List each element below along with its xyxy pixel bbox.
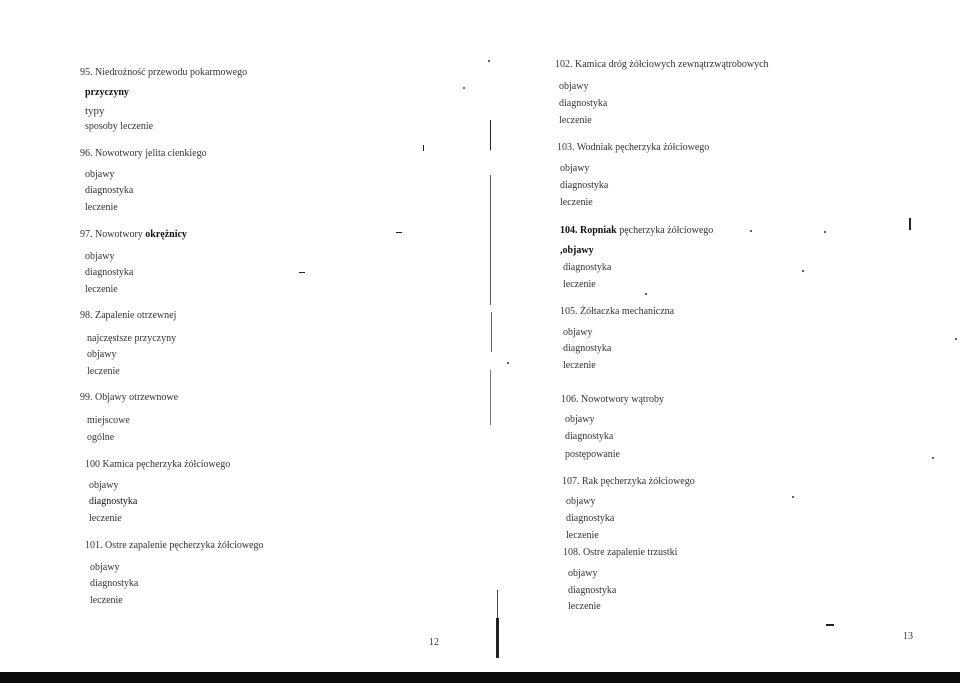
section-95-item: przyczyny xyxy=(85,87,129,98)
section-101-item: diagnostyka xyxy=(90,578,139,589)
section-104-item: diagnostyka xyxy=(563,262,612,273)
gutter-mark xyxy=(497,590,498,620)
section-96-title: 96. Nowotwory jelita cienkiego xyxy=(80,148,207,159)
section-104-item: ,objawy xyxy=(560,245,594,256)
section-100-item: leczenie xyxy=(89,513,122,524)
gutter-mark xyxy=(490,370,491,425)
gutter-mark xyxy=(496,618,499,658)
section-98-title: 98. Zapalenie otrzewnej xyxy=(80,310,177,321)
section-108-title: 108. Ostre zapalenie trzustki xyxy=(563,547,678,558)
section-101-title: 101. Ostre zapalenie pęcherzyka żółciowego xyxy=(85,540,264,551)
gutter-mark xyxy=(490,120,491,150)
section-100-title: 100 Kamica pęcherzyka żółciowego xyxy=(85,459,231,470)
page-number-right: 13 xyxy=(903,631,913,642)
section-96-item: objawy xyxy=(85,169,115,180)
stray-mark xyxy=(423,145,424,151)
section-107-item: objawy xyxy=(566,496,596,507)
section-106-title: 106. Nowotwory wątroby xyxy=(561,394,665,405)
section-102-item: objawy xyxy=(559,81,589,92)
section-106-item: objawy xyxy=(565,414,595,425)
section-103-item: objawy xyxy=(560,163,590,174)
stray-mark xyxy=(826,624,834,626)
section-102-item: leczenie xyxy=(559,115,592,126)
section-103-item: diagnostyka xyxy=(560,180,609,191)
section-105-item: diagnostyka xyxy=(563,343,612,354)
gutter-mark xyxy=(491,312,492,352)
section-107-item: leczenie xyxy=(566,530,599,541)
section-106-item: postępowanie xyxy=(565,449,620,460)
section-96-item: diagnostyka xyxy=(85,185,134,196)
section-108-item: objawy xyxy=(568,568,598,579)
section-95-item: sposoby leczenie xyxy=(85,121,154,132)
section-98-item: objawy xyxy=(87,349,117,360)
section-97-item: leczenie xyxy=(85,284,118,295)
stray-dot xyxy=(792,496,794,498)
section-103-item: leczenie xyxy=(560,197,593,208)
stray-dot xyxy=(645,293,647,295)
section-107-title: 107. Rak pęcherzyka żółciowego xyxy=(562,476,695,487)
page-number-left: 12 xyxy=(429,637,439,648)
section-108-item: leczenie xyxy=(568,601,601,612)
section-100-item: objawy xyxy=(89,480,119,491)
section-97-title: 97. Nowotwory okrężnicy xyxy=(80,229,187,240)
stray-dot xyxy=(507,362,509,364)
stray-dot xyxy=(932,457,934,459)
section-107-item: diagnostyka xyxy=(566,513,615,524)
section-95-title: 95. Niedrożność przewodu pokarmowego xyxy=(80,67,248,78)
gutter-mark xyxy=(490,175,491,305)
section-99-title: 99. Objawy otrzewnowe xyxy=(80,392,179,403)
section-99-item: ogólne xyxy=(87,432,115,443)
section-108-item: diagnostyka xyxy=(568,585,617,596)
section-104-item: leczenie xyxy=(563,279,596,290)
section-101-item: objawy xyxy=(90,562,120,573)
stray-mark xyxy=(299,272,305,273)
scan-bottom-edge xyxy=(0,672,960,683)
section-106-item: diagnostyka xyxy=(565,431,614,442)
section-97-item: diagnostyka xyxy=(85,267,134,278)
section-99-item: miejscowe xyxy=(87,415,130,426)
stray-dot xyxy=(488,60,490,62)
section-102-item: diagnostyka xyxy=(559,98,608,109)
stray-dot xyxy=(802,270,804,272)
stray-dot xyxy=(955,338,957,340)
section-98-item: leczenie xyxy=(87,366,120,377)
section-105-item: leczenie xyxy=(563,360,596,371)
section-98-item: najczęstsze przyczyny xyxy=(87,333,177,344)
stray-dot xyxy=(824,231,826,233)
section-104-title: 104. Ropniak pęcherzyka żółciowego xyxy=(560,225,714,236)
section-102-title: 102. Kamica dróg żółciowych zewnątrzwątrobowych xyxy=(555,59,769,70)
stray-dot xyxy=(750,230,752,232)
stray-mark xyxy=(909,218,911,230)
section-103-title: 103. Wodniak pęcherzyka żółciowego xyxy=(557,142,710,153)
section-105-title: 105. Żółtaczka mechaniczna xyxy=(560,306,675,317)
section-97-item: objawy xyxy=(85,251,115,262)
section-105-item: objawy xyxy=(563,327,593,338)
section-95-item: typy xyxy=(85,105,105,117)
section-96-item: leczenie xyxy=(85,202,118,213)
section-101-item: leczenie xyxy=(90,595,123,606)
stray-dot xyxy=(463,87,465,89)
stray-mark xyxy=(396,232,402,233)
section-100-item: diagnostyka xyxy=(89,496,138,507)
